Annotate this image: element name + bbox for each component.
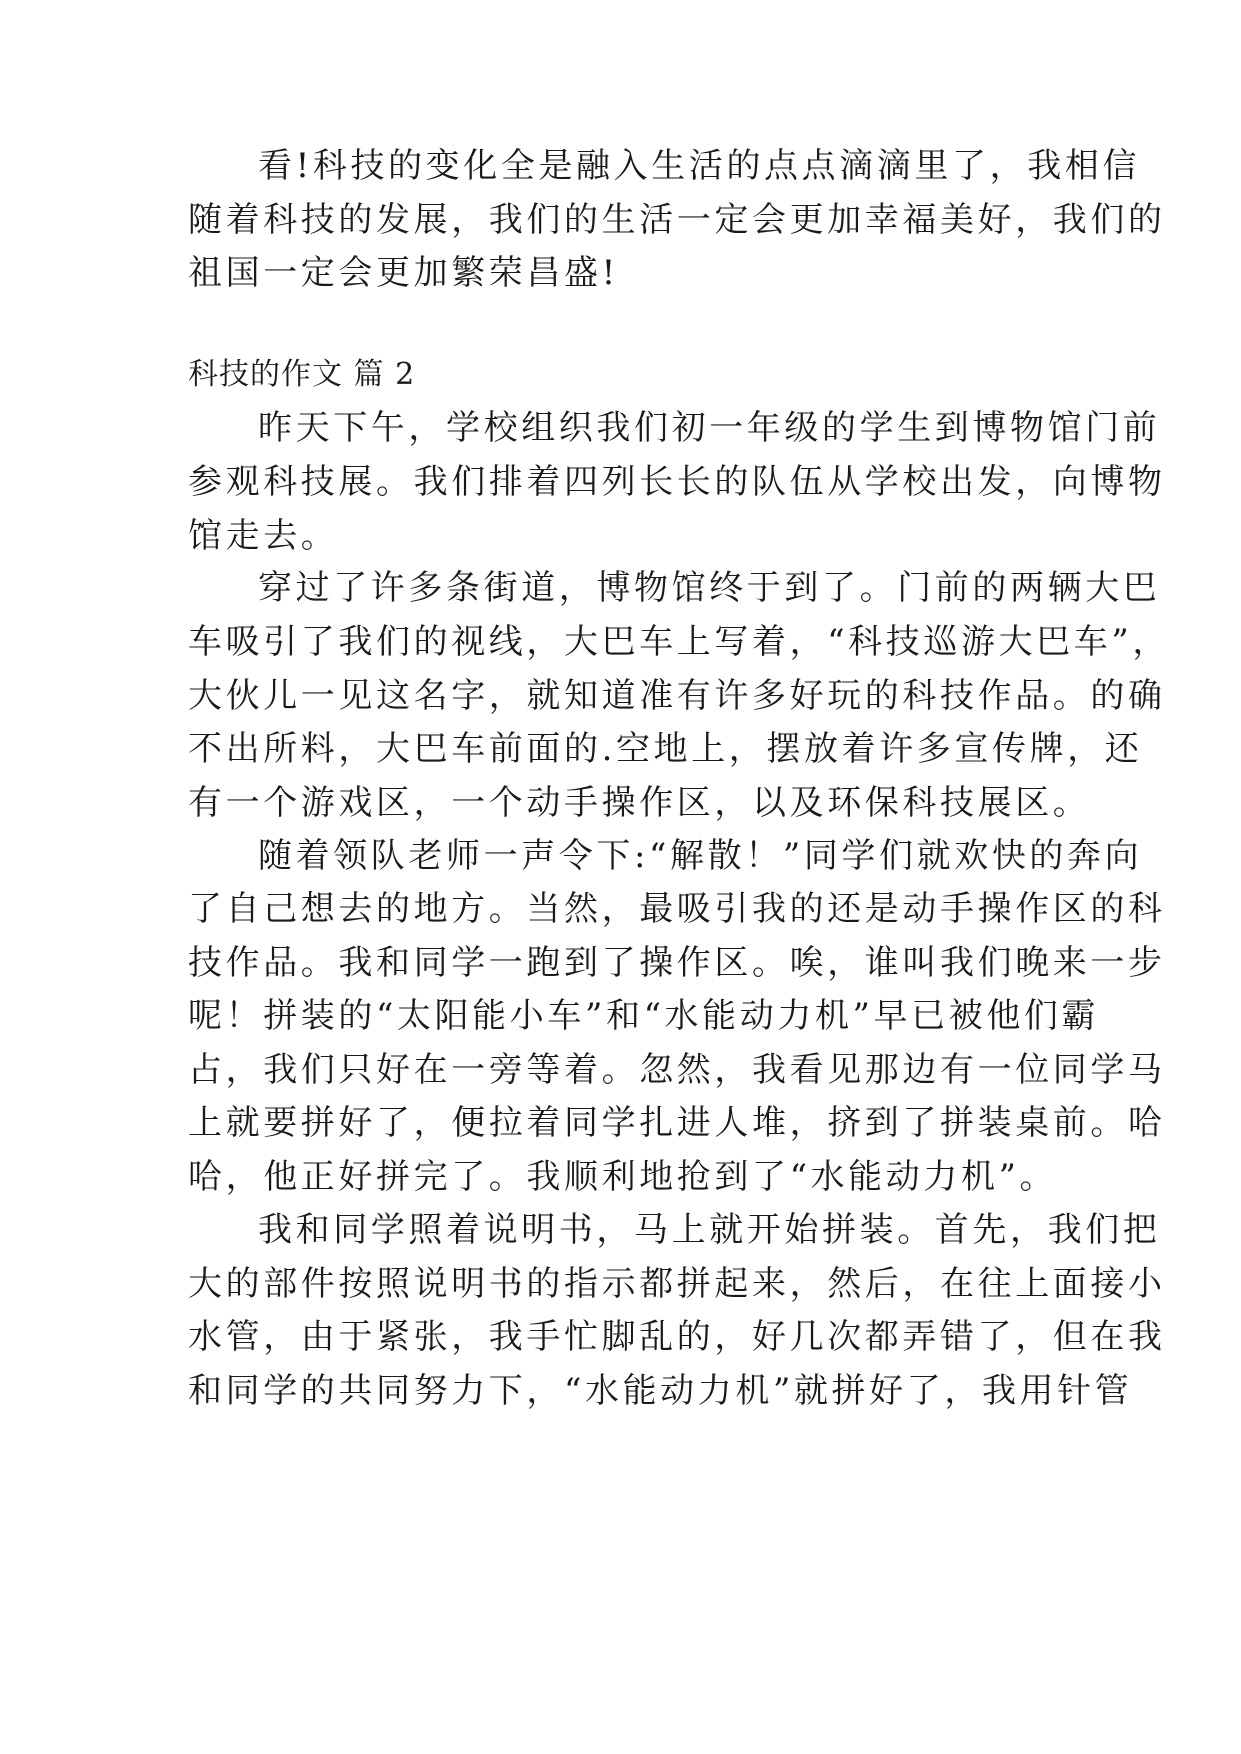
paragraph-1-line-1: 看!科技的变化全是融入生活的点点滴滴里了，我相信 bbox=[258, 146, 1141, 186]
paragraph-4-line-2: 了自己想去的地方。当然，最吸引我的还是动手操作区的科 bbox=[188, 889, 1166, 929]
paragraph-1-line-3: 祖国一定会更加繁荣昌盛! bbox=[188, 253, 619, 293]
paragraph-4-line-1: 随着领队老师一声令下:“解散！”同学们就欢快的奔向 bbox=[258, 836, 1143, 876]
paragraph-3-line-3: 大伙儿一见这名字，就知道准有许多好玩的科技作品。的确 bbox=[188, 676, 1166, 716]
paragraph-4-line-6: 上就要拼好了，便拉着同学扎进人堆，挤到了拼装桌前。哈 bbox=[188, 1103, 1166, 1143]
section-title: 科技的作文 篇 2 bbox=[188, 357, 416, 392]
paragraph-1-line-2: 随着科技的发展，我们的生活一定会更加幸福美好，我们的 bbox=[188, 200, 1166, 240]
paragraph-5-line-2: 大的部件按照说明书的指示都拼起来，然后，在往上面接小 bbox=[188, 1264, 1166, 1304]
paragraph-4-line-4: 呢！拼装的“太阳能小车”和“水能动力机”早已被他们霸 bbox=[188, 996, 1100, 1036]
paragraph-5-line-3: 水管，由于紧张，我手忙脚乱的，好几次都弄错了，但在我 bbox=[188, 1317, 1166, 1357]
paragraph-4-line-3: 技作品。我和同学一跑到了操作区。唉，谁叫我们晚来一步 bbox=[188, 943, 1166, 983]
paragraph-4-line-7: 哈，他正好拼完了。我顺利地抢到了“水能动力机”。 bbox=[188, 1157, 1058, 1197]
paragraph-2-line-2: 参观科技展。我们排着四列长长的队伍从学校出发，向博物 bbox=[188, 462, 1166, 502]
paragraph-2-line-1: 昨天下午，学校组织我们初一年级的学生到博物馆门前 bbox=[258, 408, 1161, 448]
paragraph-3-line-1: 穿过了许多条街道，博物馆终于到了。门前的两辆大巴 bbox=[258, 568, 1161, 608]
paragraph-3-line-4: 不出所料，大巴车前面的.空地上，摆放着许多宣传牌，还 bbox=[188, 729, 1143, 769]
paragraph-5-line-1: 我和同学照着说明书，马上就开始拼装。首先，我们把 bbox=[258, 1210, 1161, 1250]
paragraph-2-line-3: 馆走去。 bbox=[188, 516, 339, 556]
paragraph-4-line-5: 占，我们只好在一旁等着。忽然，我看见那边有一位同学马 bbox=[188, 1050, 1166, 1090]
paragraph-3-line-2: 车吸引了我们的视线，大巴车上写着，“科技巡游大巴车”， bbox=[188, 622, 1170, 662]
paragraph-3-line-5: 有一个游戏区，一个动手操作区，以及环保科技展区。 bbox=[188, 783, 1091, 823]
paragraph-5-line-4: 和同学的共同努力下，“水能动力机”就拼好了，我用针管 bbox=[188, 1371, 1133, 1411]
